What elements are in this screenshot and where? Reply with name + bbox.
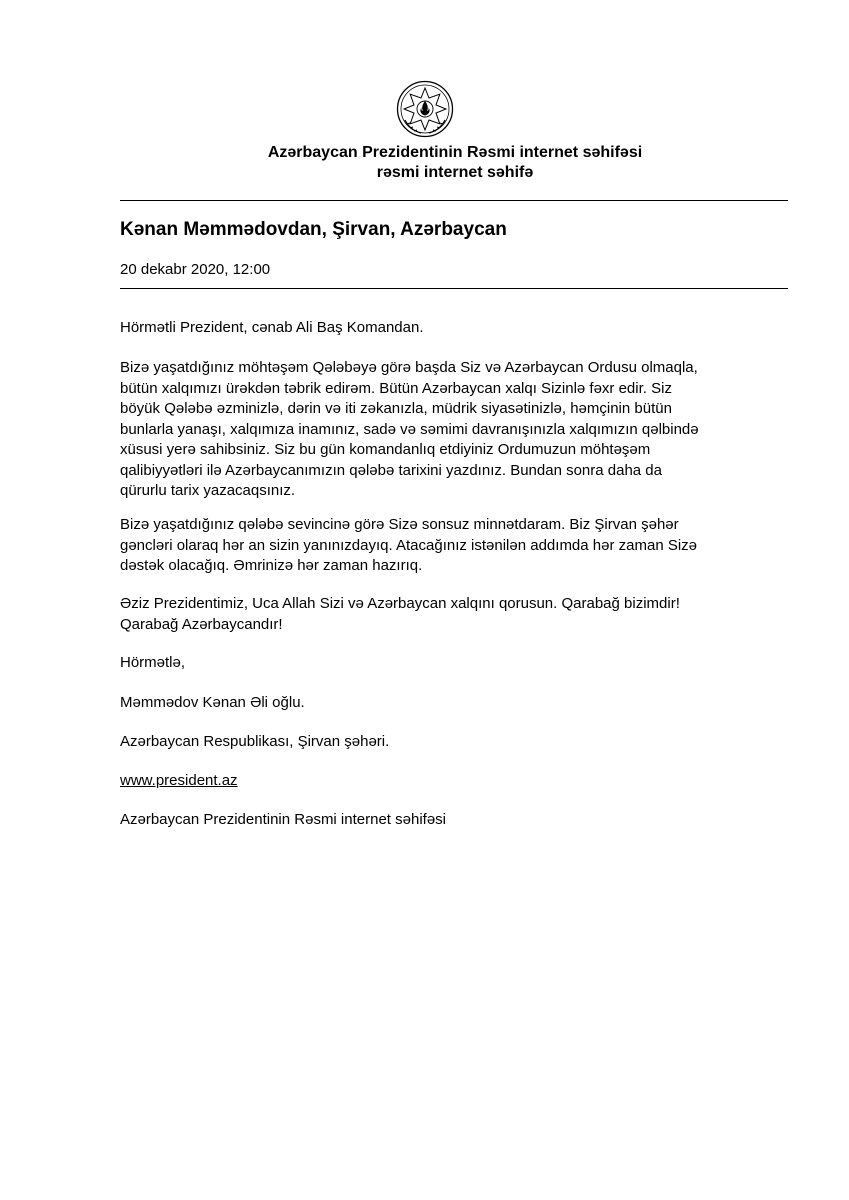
paragraph-line: Əziz Prezidentimiz, Uca Allah Sizi və Azərbaycan xalqını qorusun. Qarabağ bizimdir! [120, 595, 680, 612]
header-divider [120, 200, 788, 201]
signature-place: Azərbaycan Respublikası, Şirvan şəhəri. [120, 733, 390, 750]
paragraph-line: xüsusi yerə sahibsiniz. Siz bu gün komandanlıq etdiyiniz Ordumuzun möhtəşəm [120, 441, 651, 458]
paragraph-line: qalibiyyətləri ilə Azərbaycanımızın qələbə tarixini yazdınız. Bundan sonra daha da [120, 461, 662, 479]
paragraph-line: Bizə yaşatdığınız qələbə sevincinə görə Sizə sonsuz minnətdaram. Biz Şirvan şəhər [120, 516, 679, 533]
paragraph-line: gəncləri olaraq hər an sizin yanınızdayıq. Atacağınız istənilən addımda hər zaman Sizə [120, 536, 698, 554]
paragraph-line: bütün xalqımızı ürəkdən təbrik edirəm. Bütün Azərbaycan xalqı Sizinlə fəxr edir. Siz [120, 379, 672, 397]
paragraph-line: Qarabağ Azərbaycandır! [120, 615, 283, 633]
paragraph-line: Bizə yaşatdığınız möhtəşəm Qələbəyə görə başda Siz və Azərbaycan Ordusu olmaqla, [120, 359, 698, 376]
paragraph-line: dəstək olacağıq. Əmrinizə hər zaman hazırıq. [120, 557, 423, 574]
greeting-paragraph: Hörmətli Prezident, cənab Ali Baş Komandan. [120, 319, 424, 336]
site-subtitle: rəsmi internet səhifə [376, 164, 534, 181]
heading-divider [120, 288, 788, 289]
paragraph-line: böyük Qələbə əzminizlə, dərin və iti zəkanızla, müdrik siyasətinizlə, həmçinin bütün [120, 400, 672, 417]
footer-text: Azərbaycan Prezidentinin Rəsmi internet səhifəsi [120, 811, 446, 828]
site-title: Azərbaycan Prezidentinin Rəsmi internet səhifəsi [267, 144, 643, 161]
source-link[interactable]: www.president.az [120, 772, 238, 789]
signature-name: Məmmədov Kənan Əli oğlu. [120, 694, 305, 711]
source-link-container [120, 771, 790, 792]
paragraph-1 [120, 358, 790, 502]
article-heading: Kənan Məmmədovdan, Şirvan, Azərbaycan [120, 219, 507, 240]
article-date: 20 dekabr 2020, 12:00 [120, 261, 271, 278]
paragraph-2 [120, 515, 790, 577]
paragraph-line: qürurlu tarix yazacaqsınız. [120, 482, 296, 499]
state-emblem-icon [396, 80, 454, 138]
paragraph-3 [120, 594, 790, 635]
paragraph-line: bunlarla yanaşı, xalqımıza inamınız, sadə və səmimi davranışınızla xalqımızın qəlbində [120, 420, 699, 438]
closing-regards: Hörmətlə, [120, 654, 186, 671]
